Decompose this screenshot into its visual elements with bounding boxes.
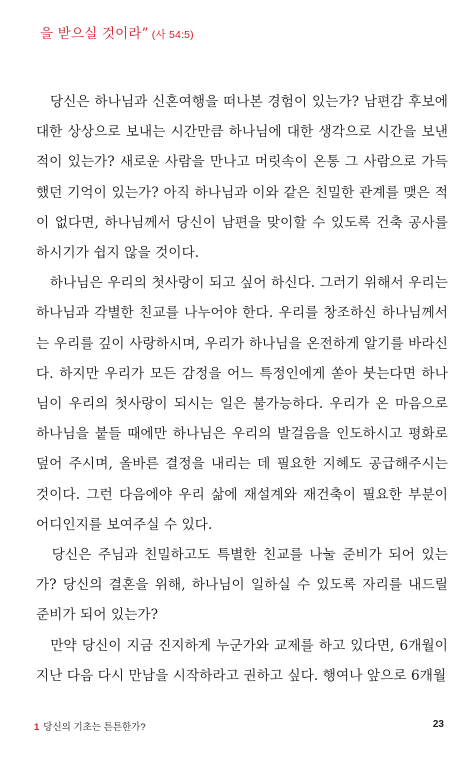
- scripture-quote: [40, 22, 194, 42]
- quote-text: 을 받으실 것이라”: [40, 26, 149, 42]
- quote-reference: (사 54:5): [151, 29, 194, 41]
- page-footer: [34, 719, 444, 733]
- body-text: [36, 87, 448, 691]
- paragraph-2: 하나님은 우리의 첫사랑이 되고 싶어 하신다. 그러기 위해서 우리는 하나님과 각별한 친교를 나누어야 한다. 우리를 창조하신 하나님께서는 우리를 깊이 사랑하시며, 우리가 하나님을 온전하게 알기를 바라신다. 하지만 우리가 모든 감정을 어느 특정인에게 쏟아 붓는다면 하나님이 우리의 첫사랑이 되시는 일은 불가능하다. 우리가 온 마음으로 하나님을 붙들 때에만 하나님은 우리의 발걸음을 인도하시고 평화로 덮어 주시며, 올바른 결정을 내리는 데 필요한 지혜도 공급해주시는 것이다. 그런 다음에야 우리 삶에 재설계와 재건축이 필요한 부분이 어디인지를 보여주실 수 있다.: [36, 275, 448, 533]
- chapter-title: 당신의 기초는 튼튼한가?: [43, 722, 146, 733]
- paragraph-4: 만약 당신이 지금 진지하게 누군가와 교제를 하고 있다면, 6개월이 지난 다음 다시 만남을 시작하라고 권하고 싶다. 행여나 앞으로 6개월: [36, 637, 448, 684]
- page-number: 23: [432, 719, 444, 730]
- paragraph-3: 당신은 주님과 친밀하고도 특별한 친교를 나눌 준비가 되어 있는가? 당신의 결혼을 위해, 하나님이 일하실 수 있도록 자리를 내드릴 준비가 되어 있는가?: [36, 547, 448, 624]
- chapter-number: 1: [34, 722, 40, 733]
- paragraph-1: 당신은 하나님과 신혼여행을 떠나본 경험이 있는가? 남편감 후보에 대한 상상으로 보내는 시간만큼 하나님에 대한 생각으로 시간을 보낸 적이 있는가? 새로운 사람을 만나고 머릿속이 온통 그 사람으로 가득했던 기억이 있는가? 아직 하나님과 이와 같은 친밀한 관계를 맺은 적이 없다면, 하나님께서 당신이 남편을 맞이할 수 있도록 건축 공사를 하시기가 쉽지 않을 것이다.: [36, 94, 448, 262]
